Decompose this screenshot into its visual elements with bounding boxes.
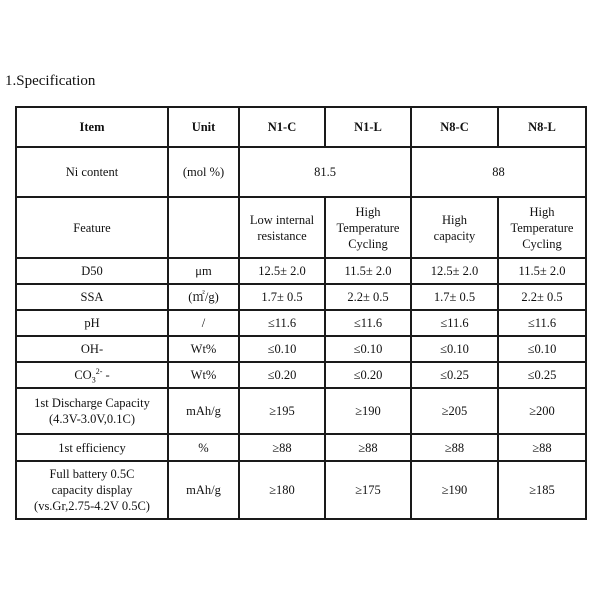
oh-n1c: ≤0.10 (239, 336, 325, 362)
full-battery-unit: mAh/g (168, 461, 239, 519)
discharge-n8c: ≥205 (411, 388, 498, 434)
ph-item: pH (16, 310, 168, 336)
ph-n1c: ≤11.6 (239, 310, 325, 336)
co3-item (16, 362, 168, 388)
d50-row (16, 258, 586, 284)
feature-n1l: High Temperature Cycling (325, 197, 411, 258)
co3-n1l: ≤0.20 (325, 362, 411, 388)
co3-item-base: CO (74, 368, 92, 382)
header-n1l: N1-L (325, 107, 411, 147)
discharge-row (16, 388, 586, 434)
ni-content-unit: (mol %) (168, 147, 239, 197)
oh-item: OH- (16, 336, 168, 362)
ni-content-n1: 81.5 (239, 147, 411, 197)
full-battery-n8c: ≥190 (411, 461, 498, 519)
ph-unit: / (168, 310, 239, 336)
d50-n8c: 12.5± 2.0 (411, 258, 498, 284)
full-battery-n1l: ≥175 (325, 461, 411, 519)
d50-n8l: 11.5± 2.0 (498, 258, 586, 284)
ssa-n8l: 2.2± 0.5 (498, 284, 586, 310)
efficiency-item: 1st efficiency (16, 434, 168, 461)
co3-n1c: ≤0.20 (239, 362, 325, 388)
ni-content-n8: 88 (411, 147, 586, 197)
header-n1c: N1-C (239, 107, 325, 147)
header-item: Item (16, 107, 168, 147)
ssa-unit: (㎡/g) (168, 284, 239, 310)
oh-n1l: ≤0.10 (325, 336, 411, 362)
oh-n8l: ≤0.10 (498, 336, 586, 362)
specification-table (15, 106, 587, 520)
header-row (16, 107, 586, 147)
header-n8l: N8-L (498, 107, 586, 147)
co3-item-suffix: - (102, 368, 110, 382)
feature-row (16, 197, 586, 258)
co3-row (16, 362, 586, 388)
co3-n8l: ≤0.25 (498, 362, 586, 388)
header-n8c: N8-C (411, 107, 498, 147)
co3-unit: Wt% (168, 362, 239, 388)
oh-unit: Wt% (168, 336, 239, 362)
discharge-n1c: ≥195 (239, 388, 325, 434)
d50-unit: μm (168, 258, 239, 284)
full-battery-item: Full battery 0.5C capacity display (vs.Gr,2.75-4.2V 0.5C) (16, 461, 168, 519)
full-battery-row (16, 461, 586, 519)
ssa-item: SSA (16, 284, 168, 310)
feature-n8l: High Temperature Cycling (498, 197, 586, 258)
efficiency-n1l: ≥88 (325, 434, 411, 461)
co3-item-sub: 3 (91, 375, 96, 385)
discharge-n8l: ≥200 (498, 388, 586, 434)
co3-item-sup: 2- (95, 366, 103, 376)
efficiency-row (16, 434, 586, 461)
ph-n8c: ≤11.6 (411, 310, 498, 336)
full-battery-n8l: ≥185 (498, 461, 586, 519)
co3-n8c: ≤0.25 (411, 362, 498, 388)
feature-n1c: Low internal resistance (239, 197, 325, 258)
efficiency-unit: % (168, 434, 239, 461)
ph-row (16, 310, 586, 336)
oh-row (16, 336, 586, 362)
d50-n1c: 12.5± 2.0 (239, 258, 325, 284)
ni-content-item: Ni content (16, 147, 168, 197)
discharge-item: 1st Discharge Capacity (4.3V-3.0V,0.1C) (16, 388, 168, 434)
header-unit: Unit (168, 107, 239, 147)
full-battery-n1c: ≥180 (239, 461, 325, 519)
efficiency-n8l: ≥88 (498, 434, 586, 461)
discharge-unit: mAh/g (168, 388, 239, 434)
d50-item: D50 (16, 258, 168, 284)
section-title: 1.Specification (5, 73, 96, 89)
efficiency-n1c: ≥88 (239, 434, 325, 461)
ssa-n1c: 1.7± 0.5 (239, 284, 325, 310)
ssa-n1l: 2.2± 0.5 (325, 284, 411, 310)
ssa-row (16, 284, 586, 310)
ssa-n8c: 1.7± 0.5 (411, 284, 498, 310)
discharge-n1l: ≥190 (325, 388, 411, 434)
feature-unit (168, 197, 239, 258)
ni-content-row (16, 147, 586, 197)
oh-n8c: ≤0.10 (411, 336, 498, 362)
ph-n1l: ≤11.6 (325, 310, 411, 336)
d50-n1l: 11.5± 2.0 (325, 258, 411, 284)
efficiency-n8c: ≥88 (411, 434, 498, 461)
feature-item: Feature (16, 197, 168, 258)
ph-n8l: ≤11.6 (498, 310, 586, 336)
feature-n8c: High capacity (411, 197, 498, 258)
